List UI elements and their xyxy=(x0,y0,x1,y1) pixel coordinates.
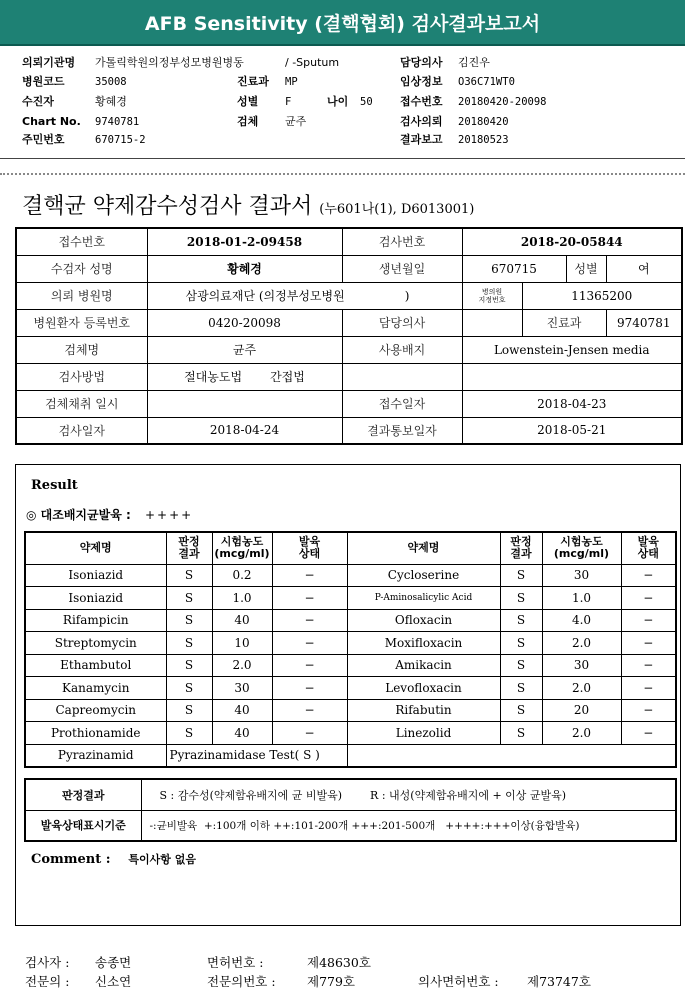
conc-header-2: (mcg/ml) xyxy=(214,547,270,561)
right-growth-cell: − xyxy=(621,677,676,700)
judge-header-1: 판정 xyxy=(178,535,200,549)
right-res-cell: S xyxy=(500,677,542,700)
info-row xyxy=(16,228,682,255)
designated-label-line2: 지정번호 xyxy=(478,295,506,304)
left-drug-cell: Capreomycin xyxy=(25,699,166,722)
left-growth-cell: − xyxy=(272,587,347,610)
document-title xyxy=(22,189,474,220)
left-conc-cell: 2.0 xyxy=(212,654,272,677)
right-res-cell: S xyxy=(500,722,542,745)
left-res-cell: S xyxy=(166,699,212,722)
left-drug-cell: Prothionamide xyxy=(25,722,166,745)
drug-row xyxy=(25,632,676,655)
left-res-cell: S xyxy=(166,722,212,745)
method-blank-2 xyxy=(462,363,682,390)
header-hospital-code-label: 병원코드 xyxy=(22,75,65,88)
header-dept-label: 진료과 xyxy=(237,75,269,88)
drug-row xyxy=(25,609,676,632)
control-growth-label: ◎ 대조배지균발육 : xyxy=(26,508,131,522)
growth-header-1: 발육 xyxy=(637,535,659,549)
left-growth-cell: − xyxy=(272,564,347,587)
growth-header-2: 상태 xyxy=(298,547,321,561)
right-drug-cell: Rifabutin xyxy=(347,699,500,722)
left-res-cell: S xyxy=(166,564,212,587)
receipt-no-label: 접수번호 xyxy=(16,228,147,255)
method-label: 검사방법 xyxy=(16,363,147,390)
drug-table-body xyxy=(25,564,676,744)
conc-header xyxy=(542,532,621,564)
right-conc-cell: 30 xyxy=(542,654,621,677)
header-report-label: 결과보고 xyxy=(400,133,443,146)
header-hospital-label: 의뢰기관명 xyxy=(22,56,76,69)
dept-label: 진료과 xyxy=(522,309,606,336)
right-conc-cell: 2.0 xyxy=(542,677,621,700)
judge-legend-text: S : 감수성(약제함유배지에 균 비발육) R : 내성(약제함유배지에 + 이상 균발육) xyxy=(141,779,676,810)
header-resident-no-label: 주민번호 xyxy=(22,133,65,146)
test-no-label: 검사번호 xyxy=(342,228,462,255)
reg-no-value: 0420-20098 xyxy=(147,309,342,336)
right-conc-cell: 4.0 xyxy=(542,609,621,632)
growth-header-1: 발육 xyxy=(298,535,321,549)
header-request-value: 20180420 xyxy=(458,116,509,128)
header-request-label: 검사의뢰 xyxy=(400,115,443,128)
right-res-cell: S xyxy=(500,699,542,722)
info-row xyxy=(16,390,682,417)
license-label: 면허번호 : xyxy=(207,955,264,970)
pza-value: Pyrazinamidase Test( S ) xyxy=(166,744,347,767)
header-receipt-value: 20180420-20098 xyxy=(458,96,547,108)
growth-legend-label: 발육상태표시기준 xyxy=(25,810,141,841)
legend-row xyxy=(25,779,676,810)
conc-header-1: 시험농도 xyxy=(220,535,264,549)
hospital-value xyxy=(147,282,462,309)
document-title-main: 결핵균 약제감수성검사 결과서 xyxy=(22,194,313,219)
header-specimen-label: 검체 xyxy=(237,115,259,128)
judge-header-1: 판정 xyxy=(510,535,532,549)
hospital-label: 의뢰 병원명 xyxy=(16,282,147,309)
medium-label: 사용배지 xyxy=(342,336,462,363)
report-date-value: 2018-05-21 xyxy=(462,417,682,444)
specimen-label: 검체명 xyxy=(16,336,147,363)
right-conc-cell: 20 xyxy=(542,699,621,722)
divider-dotted xyxy=(0,173,685,175)
test-no-value: 2018-20-05844 xyxy=(462,228,682,255)
birth-value: 670715 xyxy=(462,255,566,282)
drug-row xyxy=(25,722,676,745)
report-title-bar xyxy=(0,0,685,46)
drug-header: 약제명 xyxy=(25,532,166,564)
info-row xyxy=(16,309,682,336)
legend-table xyxy=(24,778,677,842)
doctor-value xyxy=(462,309,522,336)
header-age-value: 50 xyxy=(360,96,373,108)
right-res-cell: S xyxy=(500,587,542,610)
doctor-label: 담당의사 xyxy=(342,309,462,336)
header-hospital-code-value: 35008 xyxy=(95,76,127,88)
right-growth-cell: − xyxy=(621,632,676,655)
info-row xyxy=(16,363,682,390)
header-sex-label: 성별 xyxy=(237,95,259,108)
control-growth xyxy=(26,506,193,523)
right-drug-cell: Moxifloxacin xyxy=(347,632,500,655)
left-growth-cell: − xyxy=(272,699,347,722)
conc-header-1: 시험농도 xyxy=(560,535,603,549)
left-growth-cell: − xyxy=(272,632,347,655)
drug-row xyxy=(25,654,676,677)
left-conc-cell: 40 xyxy=(212,609,272,632)
receive-value: 2018-04-23 xyxy=(462,390,682,417)
left-growth-cell: − xyxy=(272,677,347,700)
right-drug-cell: Levofloxacin xyxy=(347,677,500,700)
growth-legend-text: -:균비발육 +:100개 이하 ++:101-200개 +++:201-500개 ++++:+++이상(융합발육) xyxy=(141,810,676,841)
divider-top xyxy=(0,158,685,159)
right-growth-cell: − xyxy=(621,609,676,632)
comment-value: 특이사항 없음 xyxy=(128,853,197,866)
pza-drug: Pyrazinamid xyxy=(25,744,166,767)
report-date-label: 결과통보일자 xyxy=(342,417,462,444)
header-specimen-value: 균주 xyxy=(285,115,307,128)
judge-legend-label: 판정결과 xyxy=(25,779,141,810)
medium-value: Lowenstein-Jensen media xyxy=(462,336,682,363)
spec-no-value: 제779호 xyxy=(307,974,356,989)
dept-value: 9740781 xyxy=(606,309,682,336)
left-drug-cell: Isoniazid xyxy=(25,587,166,610)
doctor-license-value: 제73747호 xyxy=(527,974,591,989)
header-report-value: 20180523 xyxy=(458,134,509,146)
designated-label-line1: 병의원 xyxy=(481,287,503,296)
left-drug-cell: Isoniazid xyxy=(25,564,166,587)
patient-name-value: 황혜경 xyxy=(147,255,342,282)
collect-label: 검체채취 일시 xyxy=(16,390,147,417)
drug-table xyxy=(24,531,677,768)
drug-header: 약제명 xyxy=(347,532,500,564)
left-drug-cell: Streptomycin xyxy=(25,632,166,655)
legend-row xyxy=(25,810,676,841)
left-conc-cell: 1.0 xyxy=(212,587,272,610)
specimen-value: 균주 xyxy=(147,336,342,363)
control-growth-value: ++++ xyxy=(144,508,194,522)
left-res-cell: S xyxy=(166,609,212,632)
judge-header-2: 결과 xyxy=(178,547,200,561)
pza-row xyxy=(25,744,676,767)
hospital-close: ) xyxy=(404,289,410,303)
right-growth-cell: − xyxy=(621,654,676,677)
report-title: AFB Sensitivity (결핵협회) 검사결과보고서 xyxy=(144,12,541,35)
left-growth-cell: − xyxy=(272,722,347,745)
header-clinical-value: O36C71WT0 xyxy=(458,76,515,88)
method-value xyxy=(147,363,342,390)
right-drug-cell: Linezolid xyxy=(347,722,500,745)
specialist-label: 전문의 : xyxy=(25,974,70,989)
spec-no-label: 전문의번호 : xyxy=(207,974,276,989)
drug-row xyxy=(25,677,676,700)
receipt-no-value: 2018-01-2-09458 xyxy=(147,228,342,255)
header-doctor-value: 김진우 xyxy=(458,56,490,69)
right-drug-cell: P-Aminosalicylic Acid xyxy=(347,587,500,610)
header-hospital-value: 가톨릭학원의정부성모병원병동 xyxy=(95,56,244,69)
right-conc-cell: 2.0 xyxy=(542,722,621,745)
right-res-cell: S xyxy=(500,654,542,677)
conc-header xyxy=(212,532,272,564)
sex-label: 성별 xyxy=(566,255,606,282)
method-blank xyxy=(342,363,462,390)
method-indirect: 간접법 xyxy=(270,370,305,384)
left-res-cell: S xyxy=(166,677,212,700)
sex-value: 여 xyxy=(606,255,682,282)
info-row xyxy=(16,255,682,282)
left-growth-cell: − xyxy=(272,609,347,632)
left-res-cell: S xyxy=(166,632,212,655)
tester-value: 송종면 xyxy=(95,955,132,970)
header-chart-no-label: Chart No. xyxy=(22,115,81,128)
right-conc-cell: 30 xyxy=(542,564,621,587)
right-res-cell: S xyxy=(500,564,542,587)
drug-row xyxy=(25,587,676,610)
header-ward-value: / -Sputum xyxy=(285,56,340,69)
right-growth-cell: − xyxy=(621,564,676,587)
info-row xyxy=(16,282,682,309)
collect-value xyxy=(147,390,342,417)
doctor-license-label: 의사면허번호 : xyxy=(418,974,499,989)
left-conc-cell: 40 xyxy=(212,722,272,745)
left-drug-cell: Rifampicin xyxy=(25,609,166,632)
right-growth-cell: − xyxy=(621,587,676,610)
info-row xyxy=(16,417,682,444)
right-drug-cell: Cycloserine xyxy=(347,564,500,587)
reg-no-label: 병원환자 등록번호 xyxy=(16,309,147,336)
right-drug-cell: Ofloxacin xyxy=(347,609,500,632)
header-chart-no-value: 9740781 xyxy=(95,116,140,128)
tester-label: 검사자 : xyxy=(25,955,70,970)
right-conc-cell: 2.0 xyxy=(542,632,621,655)
header-dept-value: MP xyxy=(285,76,298,88)
license-value: 제48630호 xyxy=(307,955,371,970)
header-receipt-label: 접수번호 xyxy=(400,95,443,108)
header-sex-value: F xyxy=(285,96,292,108)
header-clinical-label: 임상정보 xyxy=(400,75,443,88)
judge-header xyxy=(166,532,212,564)
left-res-cell: S xyxy=(166,587,212,610)
growth-header xyxy=(272,532,347,564)
designated-label xyxy=(462,282,522,309)
pza-blank xyxy=(347,744,676,767)
left-res-cell: S xyxy=(166,654,212,677)
right-growth-cell: − xyxy=(621,722,676,745)
specialist-value: 신소연 xyxy=(95,974,132,989)
result-title: Result xyxy=(31,478,78,493)
test-date-value: 2018-04-24 xyxy=(147,417,342,444)
designated-value: 11365200 xyxy=(522,282,682,309)
right-res-cell: S xyxy=(500,632,542,655)
drug-table-header xyxy=(25,532,676,564)
hospital-name: 삼광의료재단 (의정부성모병원 xyxy=(185,289,345,303)
judge-header-2: 결과 xyxy=(510,547,532,561)
growth-header xyxy=(621,532,676,564)
info-row xyxy=(16,336,682,363)
header-resident-no-value: 670715-2 xyxy=(95,134,146,146)
drug-row xyxy=(25,699,676,722)
left-drug-cell: Ethambutol xyxy=(25,654,166,677)
comment xyxy=(31,851,196,867)
drug-row xyxy=(25,564,676,587)
right-res-cell: S xyxy=(500,609,542,632)
header-patient-value: 황혜경 xyxy=(95,95,127,108)
left-growth-cell: − xyxy=(272,654,347,677)
test-date-label: 검사일자 xyxy=(16,417,147,444)
header-doctor-label: 담당의사 xyxy=(400,56,443,69)
right-conc-cell: 1.0 xyxy=(542,587,621,610)
left-conc-cell: 10 xyxy=(212,632,272,655)
left-conc-cell: 0.2 xyxy=(212,564,272,587)
result-box xyxy=(15,464,681,926)
right-drug-cell: Amikacin xyxy=(347,654,500,677)
left-conc-cell: 40 xyxy=(212,699,272,722)
judge-header xyxy=(500,532,542,564)
patient-info-table xyxy=(15,227,683,445)
header-patient-label: 수진자 xyxy=(22,95,54,108)
comment-label: Comment : xyxy=(31,852,111,867)
birth-label: 생년월일 xyxy=(342,255,462,282)
method-absolute: 절대농도법 xyxy=(184,370,243,384)
growth-header-2: 상태 xyxy=(637,547,659,561)
left-drug-cell: Kanamycin xyxy=(25,677,166,700)
receive-label: 접수일자 xyxy=(342,390,462,417)
header-age-label: 나이 xyxy=(327,95,349,108)
patient-name-label: 수검자 성명 xyxy=(16,255,147,282)
document-title-code: (누601나(1), D6013001) xyxy=(319,202,475,217)
conc-header-2: (mcg/ml) xyxy=(553,547,610,561)
left-conc-cell: 30 xyxy=(212,677,272,700)
right-growth-cell: − xyxy=(621,699,676,722)
